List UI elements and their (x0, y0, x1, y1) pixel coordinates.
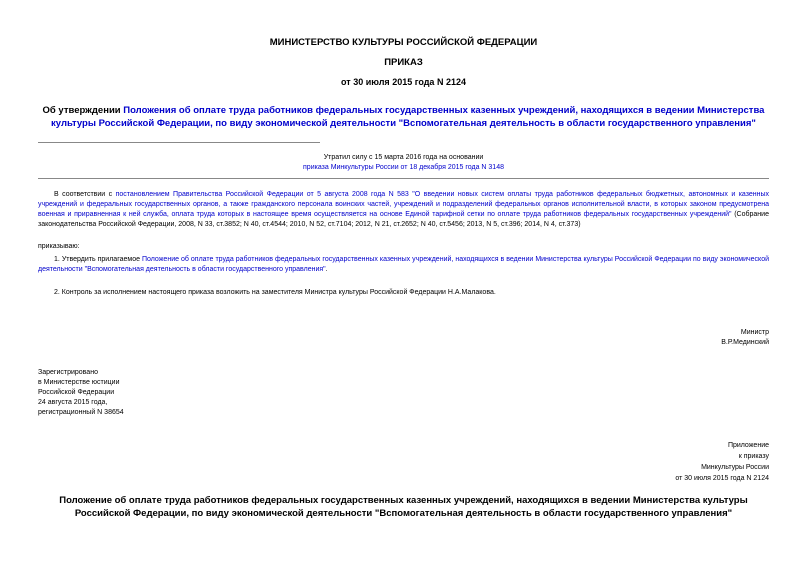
signature-block (721, 328, 769, 348)
regulation-item-link[interactable]: Положение об оплате труда работников федеральных государственных казенных учреждений, находящихся в ведении Министерства культуры Российской Федерации по виду экономической деятельности "Вспомогательная деятельность в области государственного управления" (38, 256, 769, 273)
order-date: от 30 июля 2015 года N 2124 (341, 77, 466, 87)
order-heading: ПРИКАЗ (384, 57, 423, 68)
document-title-prefix: Об утверждении (42, 105, 124, 116)
ministry-name: МИНИСТЕРСТВО КУЛЬТУРЫ РОССИЙСКОЙ ФЕДЕРАЦИИ (269, 37, 538, 48)
government-decree-link[interactable]: постановлением Правительства Российской Федерации от 5 августа 2008 года N 583 "О введении новых систем оплаты труда работников федеральных бюджетных, автономных и казенных учреждений и федеральных государственных органов, а также гражданского персонала воинских частей, учреждений и подразделений федеральных органов исполнительной власти, в которых законом предусмотрена военная и приравненная к ней служба, оплата труда которых в настоящее время осуществляется на основе Единой тарифной сетки по оплате труда работников федеральных государственных учреждений" (38, 191, 770, 218)
basis-paragraph (38, 190, 769, 230)
registration-line: регистрационный N 38654 (38, 409, 124, 416)
registration-block (38, 368, 124, 418)
status-note (0, 153, 807, 173)
signer-position: Министр (740, 329, 769, 336)
registration-line: Российской Федерации (38, 389, 115, 396)
status-note-text: Утратил силу с 15 марта 2016 года на основании (323, 154, 484, 161)
appendix-line: Минкультуры России (701, 464, 769, 471)
signer-name: В.Р.Мединский (721, 339, 769, 346)
appendix-line: от 30 июля 2015 года N 2124 (675, 475, 769, 482)
repeal-order-link[interactable]: приказа Минкультуры России от 18 декабря 2015 года N 3148 (303, 164, 504, 171)
registration-line: Зарегистрировано (38, 369, 98, 376)
appendix-line: к приказу (738, 453, 769, 460)
registration-line: в Министерстве юстиции (38, 379, 120, 386)
appendix-line: Приложение (727, 442, 769, 449)
decree-word: приказываю: (38, 243, 80, 250)
document-title (40, 104, 767, 130)
basis-prefix: В соответствии с (54, 191, 116, 198)
basis-suffix: (Собрание законодательства Российской Федерации, 2008, N 33, ст.3852; N 40, ст.4544; 2010, N 52, ст.7104; 2012, N 21, ст.2652; N 40, ст.5456; 2013, N 5, ст.396; 2014, N 4, ст.373) (38, 211, 769, 228)
item1-prefix: 1. Утвердить прилагаемое (54, 256, 142, 263)
short-separator (38, 142, 320, 143)
appendix-block (675, 440, 769, 484)
long-separator (38, 178, 769, 179)
order-item-2: 2. Контроль за исполнением настоящего приказа возложить на заместителя Министра культуры Российской Федерации Н.А.Малакова. (54, 289, 496, 296)
registration-line: 24 августа 2015 года, (38, 399, 108, 406)
regulation-link[interactable]: Положения об оплате труда работников федеральных государственных казенных учреждений, находящихся в ведении Министерства культуры Российской Федерации, по виду экономической деятельности "Вспомогательная деятельность в области государственного управления" (51, 105, 765, 129)
item1-suffix: . (325, 266, 328, 273)
order-item-1 (38, 255, 769, 275)
regulation-title: Положение об оплате труда работников федеральных государственных казенных учреждений, находящихся в ведении Министерства культуры Российской Федерации, по виду экономической деятельности "Вспомогательная деятельность в области государственного управления" (59, 495, 748, 519)
